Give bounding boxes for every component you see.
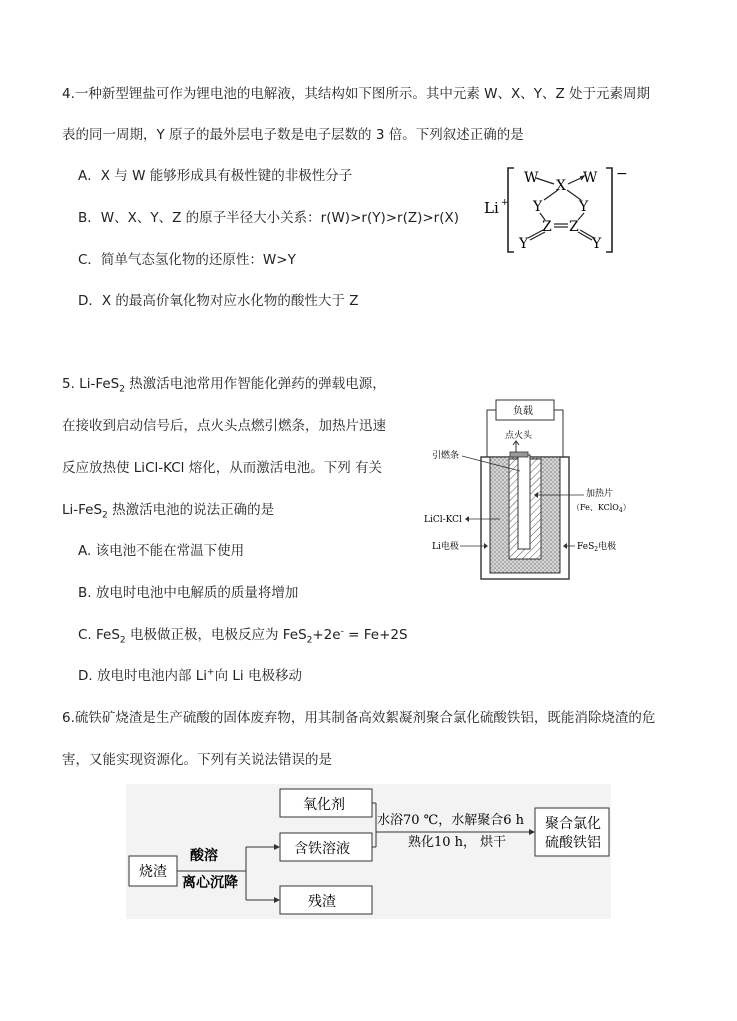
q5-stem-line4-a: Li-FeS [62,502,103,518]
step2-bottom-label: 熟化10 h， 烘干 [408,835,507,850]
q5-option-c-a: C. FeS [78,627,120,643]
q6-stem-line2: 害，又能实现资源化。下列有关说法错误的是 [62,752,332,768]
q4-stem-line1: 4.一种新型锂盐可作为锂电池的电解液，其结构如下图所示。其中元素 W、X、Y、Z 处于元素周期 [62,86,651,102]
fuse-strip [518,455,530,549]
q5-option-a: A. 该电池不能在常温下使用 [78,543,245,559]
q5-stem-line4-sub: 2 [102,510,108,521]
step2-top-label: 水浴70 ℃，水解聚合6 h [377,813,524,828]
q4-option-d: D．X 的最高价氧化物对应水化物的酸性大于 Z [78,293,359,309]
q5-option-c-d: = Fe+2S [343,627,408,643]
q4-option-a: A．X 与 W 能够形成具有极性键的非极性分子 [78,168,353,184]
q5-option-d-sup: + [207,667,215,678]
atom-y-right: Y [579,199,589,215]
q5-stem-line4 [62,500,274,520]
step1-bottom-label: 离心沉降 [182,875,238,891]
heater-comp-sub: 4 [618,507,623,514]
atom-y-left: Y [533,199,543,215]
electrolyte-label: LiCl-KCl [424,515,462,525]
q5-option-d [78,666,302,686]
q4-stem-line2: 表的同一周期，Y 原子的最外层电子数是电子层数的 3 倍。下列叙述正确的是 [62,127,524,143]
q5-stem-line1-b: 热激活电池常用作智能化弹药的弹载电源， [124,376,386,392]
q5-option-c-c: +2e [312,627,341,643]
iron-solution-label: 含铁溶液 [294,841,350,857]
wire-left [487,410,496,457]
q4-option-c: C．简单气态氢化物的还原性：W>Y [78,252,296,268]
q5-stem-line1 [62,374,386,394]
igniter-head [510,452,528,457]
atom-w-right: W [583,170,598,186]
step1-top-label: 酸溶 [190,848,218,864]
q5-stem-line3: 反应放热使 LiCl-KCl 熔化，从而激活电池。下列 有关 [62,460,382,476]
atom-y-bottom-left: Y [519,236,529,252]
atom-z-left: Z [542,219,552,235]
q5-option-d-a: D. 放电时电池内部 Li [78,668,208,684]
fes2-sub: 2 [594,546,599,553]
q5-option-c-sub1: 2 [119,635,126,646]
residue-label: 残渣 [308,894,336,910]
left-bracket [508,168,514,252]
q5-stem-line2: 在接收到启动信号后，点火头点燃引燃条，加热片迅速 [62,418,386,434]
product-line2: 硫酸铁铝 [545,835,601,851]
atom-x: X [556,178,566,194]
atom-z-right: Z [569,219,579,235]
fuse-label: 引燃条 [432,451,460,461]
structure-li-label: Li [484,199,499,217]
q5-stem-line4-b: 热激活电池的说法正确的是 [107,502,275,518]
q5-option-b: B. 放电时电池中电解质的质量将增加 [78,585,299,601]
product-line1: 聚合氯化 [545,816,601,832]
heater-comp-b: ） [622,503,631,512]
q5-stem-line1-sub: 2 [119,384,125,395]
load-label: 负载 [513,406,533,417]
atom-y-bottom-right: Y [592,236,602,252]
li-electrode-label: Li电极 [432,542,459,552]
structure-ion-charge: − [616,166,628,182]
q5-option-c-b: 电极做正极，电极反应为 FeS [125,627,307,643]
fes2-b: 电极 [598,542,617,552]
q5-option-c-sub2: 2 [306,635,313,646]
heater-composition [572,503,631,514]
wire-right [554,410,563,457]
q5-option-c-sup: - [340,626,344,637]
heater-comp-a: （Fe、KClO [572,503,619,512]
q6-flow-diagram [126,784,611,919]
atom-w-left: W [524,170,539,186]
structure-li-charge: + [501,198,509,208]
oxidant-label: 氧化剂 [303,797,345,813]
q5-option-d-b: 向 Li 电极移动 [214,668,302,684]
igniter-label: 点火头 [505,431,533,441]
fes2-electrode-label [577,540,616,553]
q5-stem-line1-a: 5. Li-FeS [62,376,120,392]
slag-label: 烧渣 [139,864,167,880]
q6-stem-line1: 6.硫铁矿烧渣是生产硫酸的固体废弃物，用其制备高效絮凝剂聚合氯化硫酸铁铝，既能消除烧渣的危 [62,710,656,726]
q5-option-c [78,625,408,645]
heater-label: 加热片 [586,489,614,499]
right-bracket [606,168,612,252]
q4-option-b: B．W、X、Y、Z 的原子半径大小关系：r(W)>r(Y)>r(Z)>r(X) [78,210,460,226]
q4-structure-diagram [480,160,630,260]
fes2-a: FeS [577,542,595,552]
q5-battery-diagram [410,395,650,585]
